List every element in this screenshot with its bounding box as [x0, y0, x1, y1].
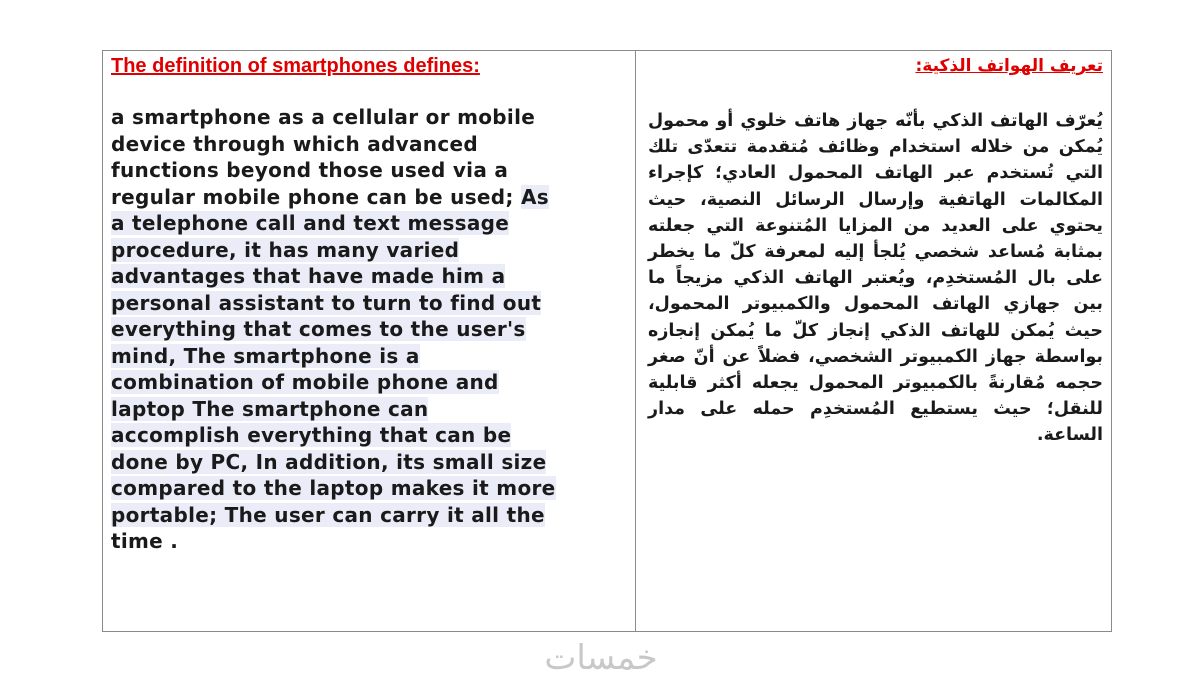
english-heading: The definition of smartphones defines: [111, 55, 480, 77]
watermark-logo: خمسات [544, 638, 658, 678]
english-body-part1: a smartphone as a cellular or mobile device through which advanced functions beyond those used via a regular mobile phone can be used; [111, 105, 536, 209]
english-body-part3: time . [111, 529, 179, 553]
arabic-column [636, 51, 1111, 631]
english-body-highlighted: As a telephone call and text message procedure, it has many varied advantages that have made him a personal assistant to turn to find out everything that comes to the user's mind, The smartphone is a combination of mobile phone and laptop The smartphone can accomplish everything that can be done by PC, In addition, its small size compared to the laptop makes it more portable; The user can carry it all the [111, 184, 556, 527]
arabic-heading: تعريف الهواتف الذكية: [915, 56, 1103, 76]
bilingual-table [102, 50, 1112, 632]
english-body [111, 104, 635, 555]
arabic-body: يُعرّف الهاتف الذكي بأنّه جهاز هاتف خلوي أو محمول يُمكن من خلاله استخدام وظائف مُتقدمة تتعدّى تلك التي تُستخدم عبر الهاتف المحمول العادي؛ كإجراء المكالمات الهاتفية وإرسال الرسائل النصية، حيث يحتوي على العديد من المزايا المُتنوعة التي جعلته بمثابة مُساعد شخصي يُلجأ إليه لمعرفة كلّ ما يخطر على بال المُستخدِم، ويُعتبر الهاتف الذكي مزيجاً ما بين جهازي الهاتف المحمول والكمبيوتر المحمول، حيث يُمكن للهاتف الذكي إنجاز كلّ ما يُمكن إنجازه بواسطة جهاز الكمبيوتر الشخصي، فضلاً عن أنّ صغر حجمه مُقارنةً بالكمبيوتر المحمول يجعله أكثر قابلية للنقل؛ حيث يستطيع المُستخدِم حمله على مدار الساعة. [648, 111, 1103, 446]
english-column [103, 51, 636, 631]
